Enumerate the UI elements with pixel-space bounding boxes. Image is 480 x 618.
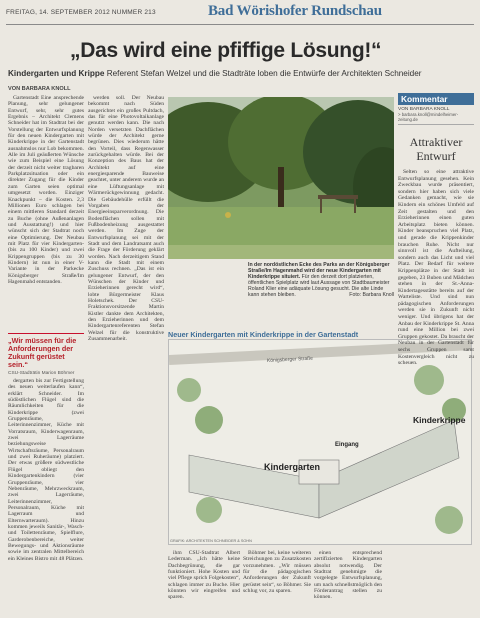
subheadline-rest: Referent Stefan Welzel und die Stadträte loben die Entwürfe der Architekten Schneider (104, 69, 422, 78)
commentary-email: > barbara.knoll@mindelheimer-zeitung.de (398, 112, 474, 125)
plan-label-eingang: Eingang (335, 442, 359, 448)
photo-caption-text: Für den derzeit dort platzierten, öffentlichen Spielplatz wird laut Aussage von Stadtbaumeister Roland Klier eine adäquate Lösung gesucht. Die alte Linde kann stehen bleiben. (248, 274, 390, 298)
street-label: Königsberger Straße (266, 355, 314, 364)
article-text: Gartenstadt Eine ansprechende Planung, sehr gelungener Entwurf, sehr, sehr gutes Ergebnis – Architekt Clemens Schneider hat im Stadtrat bei der Vorstellung der Entwurfsplanung für den neuen Kindergarten mit Kinderkrippe in der Gartenstadt ausnahmslos nur Lob bekommen. Alle im Juli geäußerten Wünsche wie zum Beispiel eine Lösung der derzeit nicht weiter tragbaren Parkplatzsituation oder ein direkter Zugang für die Kinder zum Garten seien optimal umgesetzt worden. Einziger Knackpunkt – die Kosten. 2,3 Millionen Euro schlagen bei einem mittleren Standard derzeit zu Buche (ohne Außenanlagen und Ausstattung!) und hier wünscht sich der Stadtrat noch eine Optimierung. Der Neubau mit Platz für vier Kindergarten- (bis zu 100 Kinder) und zwei Krippengruppen (bis zu 30 Kindern) ist nun in einer V-Variante in der Parkecke Königsberger Straße/Im Hagenmahd entstanden. (8, 95, 84, 285)
commentary-box (398, 93, 474, 614)
article-column-1-lower (8, 378, 84, 614)
issue-date: FREITAG, 14. SEPTEMBER 2012 NUMMER 213 (6, 9, 156, 16)
headline: „Das wird eine pfiffige Lösung!“ (70, 39, 382, 62)
pull-quote (8, 333, 84, 376)
article-text: Böhmer bei, keine weiteren Streichungen zu Zusatzkosten vorzunehmen. „Wir müssen für die pädagogischen Anforderungen der Zukunft gerüstet sein“, so Böhmer. Sie schlug vor, zu sparen. (243, 550, 311, 595)
article-text: ihm CSU-Stadtrat Albert Lederman. „Ich hätte keine Dachbegrünung, die gar funktioniert. Hohe Kosten und viel Pflege sprich Folgekosten“, schlagen immer zu Buche. Hier könnten wir eingreifen und sparen. (168, 550, 240, 601)
article-bottom-column-3 (314, 550, 382, 614)
park-photo (168, 97, 394, 259)
photo-credit: Foto: Barbara Knoll (349, 292, 394, 298)
plan-label-kindergarten: Kindergarten (264, 462, 321, 472)
plan-credit: GRAFIK: ARCHITEKTEN SCHNEIDER & SOHN (170, 539, 252, 543)
article-bottom-column-1 (168, 550, 240, 614)
photo-caption-bold: In der nordöstlichen Ecke des Parks an der Königsberger Straße/Im Hagenmahd wird der neue Kindergarten mit Kinderkrippe situiert. (248, 262, 390, 280)
plan-label-kinderkrippe: Kinderkrippe (413, 415, 466, 425)
commentary-byline: VON BARBARA KNOLL (398, 107, 450, 112)
subheadline-lead: Kindergarten und Krippe (8, 69, 105, 78)
pull-quote-source: CSU-Stadträtin Marion Böhmer (8, 371, 75, 376)
commentary-text: Selten so eine attraktive Entwurfsplanung gesehen. Kein Zweckbau wurde präsentiert, sondern hier haben sich viele Gedanken gemacht, wie sie Kindern ein schönes Umfeld auf Zeit gestalten und den Erzieherinnen einen guten Arbeitsplatz bieten können. Kinder beanspruchen viel Platz, und gerade die Krippenkinder brauchen Ruhe. Nicht nur sinnvoll ist die Aufteilung, sondern auch das Licht und viel Platz. Der Bedarf für weitere Krippenplätze in der Stadt ist gegeben, 23 Buben und Mädchen stehen in der St.-Anna-Kindertagesstätte bereits auf der Warteliste. Und sind nun pädagogischen Anforderungen werden sie in Zukunft nicht weniger. Und übrigens hat der Anbau der Kinderkrippe St. Anna rund eine Million bei zwei Gruppen gekostet. Da braucht der Neubau in der Gartenstadt für sechs Gruppen samt Kostenvergleich nicht zu scheuen. (398, 169, 474, 367)
author-byline: VON BARBARA KNOLL (8, 86, 71, 92)
commentary-body (398, 169, 474, 367)
article-text: einen entsprechend zertifizierten Kindergarten absolut notwendig. Der Stadtrat genehmigte die vorgelegte Entwurfsplanung, um nach schnellstmöglich den Förderantrag stellen zu können. (314, 550, 382, 601)
article-column-2 (88, 95, 164, 614)
site-plan-title: Neuer Kindergarten mit Kinderkrippe in der Gartenstadt (168, 330, 359, 339)
article-bottom-column-2 (243, 550, 311, 614)
article-column-1 (8, 95, 84, 327)
commentary-title: Attraktiver Entwurf (409, 135, 463, 163)
article-text: werden soll. Der Neubau bekommt nach Süden ausgerichtet ein großes Pultdach, das für eine Photovoltaikanlage genutzt werden kann. Die nach Norden versetzten Dachflächen würde der Architekt gerne begrünen. Dies wiederum hätte den Vorteil, dass Regenwasser zurückgehalten würde. Bei der Konzeption des Baus hat der Architekt auf eine energiesparende Bauweise geachtet, unter anderem wurde an eine Lüftungsanlage mit Wärmerückgewinnung gedacht. Die Gebäudehülle erfüllt die Vorgaben der Energieeinsparverordnung. Die Bodenflächen sollen mit Fußbodenheizung ausgestattet werden. Im Zuge der Entwurfsplanung sei mit der Stadt und dem Landratsamt auch die Frage der Förderung geklärt worden. Nach derzeitigem Stand kann die Stadt mit einem Zuschuss rechnen. „Das ist ein gelungener Entwurf, der den Wünschen der Kinder und Erzieherinnen gerecht wird“, lobte Bürgermeister Klaus Holetschek. Der CSU-Fraktionsvorsitzende Martin Kistler dankte dem Architekten, den Erzieherinnen und dem Kindergartenreferenten Stefan Welzel für die konstruktive Zusammenarbeit. (88, 95, 164, 343)
article-text: dergarten bis zur Fertigstellung des neuen weiterlaufen kann“, erklärt Schneider. Im südöstlichen Flügel sind die Räumlichkeiten für die Kinderkrippe (zwei Gruppenräume, Leiterinnenzimmer, Küche mit Vorratsraum, Kinderwagenraum, zwei Lagerräume beziehungsweise Wirtschaftsräume, Personalraum und zwei Ruheräume) platziert. Der etwas größere südwestliche Flügel obliegt den Kindergartenkindern (vier Gruppenräume, vier Nebenräume, Mehrzweckraum, zwei Lagerräume, Leiterinnenzimmer, Personalraum, Küche mit Lagerraum und Elternwarteraum). Hinzu kommen jeweils Sanitär-, Wasch- und Toilettenräume, Spielflure, Garderobenbereiche, weiter Bewegungs- und Aktionsräume sowie im zentralen Mittelbereich ein Kleines Bistro mit 48 Plätzen. (8, 378, 84, 562)
subheadline (8, 69, 472, 78)
masthead (6, 3, 474, 25)
park-photo-image (168, 97, 394, 259)
pull-quote-text: „Wir müssen für die Anforderungen der Zukunft gerüstet sein.“ (8, 336, 77, 369)
commentary-header: Kommentar (398, 93, 474, 105)
newspaper-title: Bad Wörishofer Rundschau (208, 3, 382, 19)
photo-caption (248, 262, 394, 298)
